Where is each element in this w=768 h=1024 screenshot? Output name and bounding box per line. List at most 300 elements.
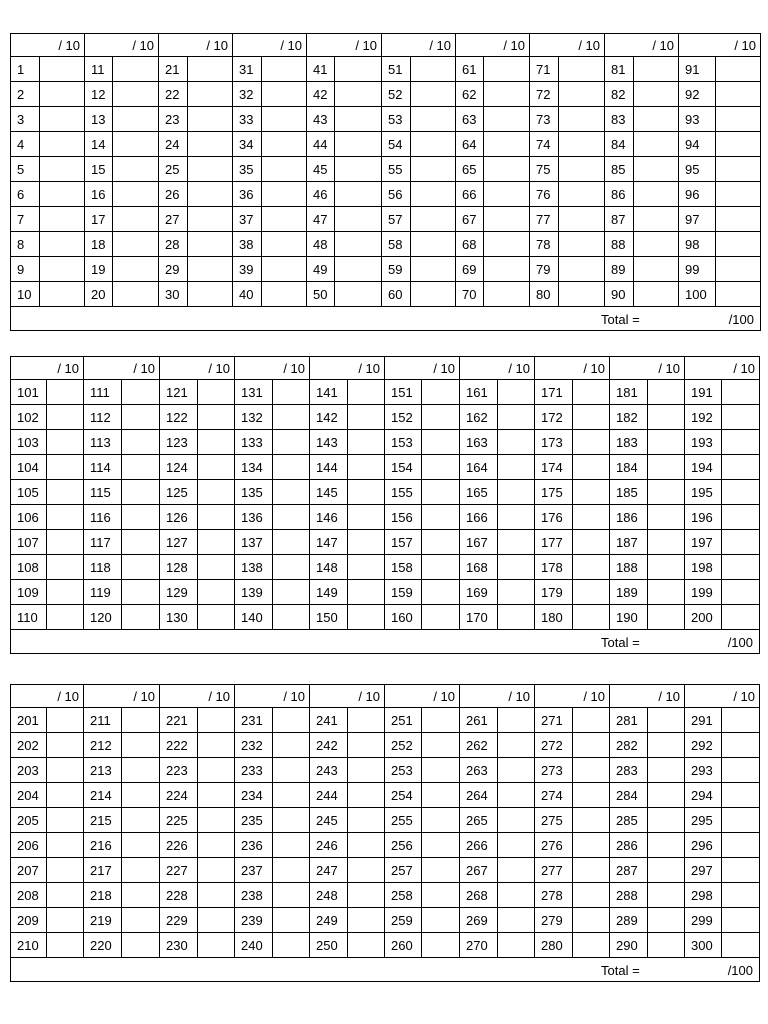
answer-cell[interactable]	[722, 908, 760, 933]
answer-cell[interactable]	[498, 933, 535, 958]
answer-cell[interactable]	[198, 555, 235, 580]
answer-cell[interactable]	[716, 107, 761, 132]
answer-cell[interactable]	[348, 833, 385, 858]
answer-cell[interactable]	[422, 605, 460, 630]
answer-cell[interactable]	[198, 933, 235, 958]
answer-cell[interactable]	[722, 580, 760, 605]
answer-cell[interactable]	[634, 107, 679, 132]
answer-cell[interactable]	[113, 257, 159, 282]
answer-cell[interactable]	[648, 733, 685, 758]
answer-cell[interactable]	[40, 232, 85, 257]
answer-cell[interactable]	[40, 132, 85, 157]
answer-cell[interactable]	[348, 530, 385, 555]
answer-cell[interactable]	[722, 783, 760, 808]
answer-cell[interactable]	[648, 758, 685, 783]
answer-cell[interactable]	[262, 107, 307, 132]
answer-cell[interactable]	[648, 933, 685, 958]
answer-cell[interactable]	[335, 182, 382, 207]
answer-cell[interactable]	[411, 182, 456, 207]
answer-cell[interactable]	[198, 605, 235, 630]
answer-cell[interactable]	[634, 257, 679, 282]
answer-cell[interactable]	[559, 57, 605, 82]
answer-cell[interactable]	[113, 57, 159, 82]
answer-cell[interactable]	[422, 908, 460, 933]
answer-cell[interactable]	[47, 833, 84, 858]
answer-cell[interactable]	[47, 380, 84, 405]
answer-cell[interactable]	[498, 833, 535, 858]
answer-cell[interactable]	[634, 282, 679, 307]
answer-cell[interactable]	[559, 232, 605, 257]
answer-cell[interactable]	[348, 808, 385, 833]
answer-cell[interactable]	[573, 858, 610, 883]
answer-cell[interactable]	[484, 157, 530, 182]
answer-cell[interactable]	[498, 555, 535, 580]
answer-cell[interactable]	[722, 480, 760, 505]
answer-cell[interactable]	[648, 708, 685, 733]
answer-cell[interactable]	[47, 783, 84, 808]
answer-cell[interactable]	[122, 833, 160, 858]
answer-cell[interactable]	[484, 82, 530, 107]
answer-cell[interactable]	[335, 232, 382, 257]
answer-cell[interactable]	[335, 157, 382, 182]
answer-cell[interactable]	[484, 207, 530, 232]
answer-cell[interactable]	[573, 605, 610, 630]
answer-cell[interactable]	[722, 555, 760, 580]
answer-cell[interactable]	[716, 282, 761, 307]
answer-cell[interactable]	[484, 107, 530, 132]
answer-cell[interactable]	[573, 405, 610, 430]
answer-cell[interactable]	[573, 555, 610, 580]
answer-cell[interactable]	[411, 232, 456, 257]
answer-cell[interactable]	[122, 380, 160, 405]
answer-cell[interactable]	[498, 380, 535, 405]
answer-cell[interactable]	[273, 733, 310, 758]
answer-cell[interactable]	[198, 505, 235, 530]
answer-cell[interactable]	[122, 530, 160, 555]
answer-cell[interactable]	[122, 908, 160, 933]
answer-cell[interactable]	[47, 430, 84, 455]
answer-cell[interactable]	[40, 282, 85, 307]
answer-cell[interactable]	[422, 380, 460, 405]
answer-cell[interactable]	[573, 505, 610, 530]
answer-cell[interactable]	[47, 605, 84, 630]
answer-cell[interactable]	[422, 455, 460, 480]
answer-cell[interactable]	[498, 758, 535, 783]
answer-cell[interactable]	[498, 858, 535, 883]
answer-cell[interactable]	[262, 232, 307, 257]
answer-cell[interactable]	[573, 733, 610, 758]
answer-cell[interactable]	[198, 580, 235, 605]
answer-cell[interactable]	[335, 257, 382, 282]
answer-cell[interactable]	[722, 505, 760, 530]
answer-cell[interactable]	[559, 157, 605, 182]
answer-cell[interactable]	[335, 132, 382, 157]
answer-cell[interactable]	[198, 858, 235, 883]
answer-cell[interactable]	[273, 883, 310, 908]
answer-cell[interactable]	[348, 758, 385, 783]
answer-cell[interactable]	[422, 430, 460, 455]
answer-cell[interactable]	[273, 405, 310, 430]
answer-cell[interactable]	[335, 282, 382, 307]
answer-cell[interactable]	[484, 232, 530, 257]
answer-cell[interactable]	[722, 530, 760, 555]
answer-cell[interactable]	[262, 182, 307, 207]
answer-cell[interactable]	[722, 883, 760, 908]
answer-cell[interactable]	[273, 430, 310, 455]
answer-cell[interactable]	[634, 182, 679, 207]
answer-cell[interactable]	[188, 157, 233, 182]
answer-cell[interactable]	[648, 580, 685, 605]
answer-cell[interactable]	[573, 833, 610, 858]
answer-cell[interactable]	[47, 505, 84, 530]
answer-cell[interactable]	[411, 282, 456, 307]
answer-cell[interactable]	[422, 858, 460, 883]
answer-cell[interactable]	[198, 883, 235, 908]
answer-cell[interactable]	[559, 207, 605, 232]
answer-cell[interactable]	[498, 708, 535, 733]
answer-cell[interactable]	[262, 282, 307, 307]
answer-cell[interactable]	[498, 783, 535, 808]
answer-cell[interactable]	[262, 132, 307, 157]
answer-cell[interactable]	[484, 257, 530, 282]
answer-cell[interactable]	[188, 182, 233, 207]
answer-cell[interactable]	[573, 783, 610, 808]
answer-cell[interactable]	[188, 82, 233, 107]
answer-cell[interactable]	[348, 733, 385, 758]
answer-cell[interactable]	[559, 82, 605, 107]
answer-cell[interactable]	[113, 107, 159, 132]
answer-cell[interactable]	[422, 808, 460, 833]
answer-cell[interactable]	[113, 207, 159, 232]
answer-cell[interactable]	[188, 132, 233, 157]
answer-cell[interactable]	[47, 708, 84, 733]
answer-cell[interactable]	[348, 933, 385, 958]
answer-cell[interactable]	[722, 733, 760, 758]
answer-cell[interactable]	[122, 605, 160, 630]
answer-cell[interactable]	[411, 207, 456, 232]
answer-cell[interactable]	[198, 833, 235, 858]
answer-cell[interactable]	[573, 380, 610, 405]
answer-cell[interactable]	[411, 157, 456, 182]
answer-cell[interactable]	[422, 783, 460, 808]
answer-cell[interactable]	[634, 132, 679, 157]
answer-cell[interactable]	[198, 708, 235, 733]
answer-cell[interactable]	[348, 858, 385, 883]
answer-cell[interactable]	[113, 157, 159, 182]
answer-cell[interactable]	[634, 82, 679, 107]
answer-cell[interactable]	[122, 505, 160, 530]
answer-cell[interactable]	[47, 405, 84, 430]
answer-cell[interactable]	[122, 405, 160, 430]
answer-cell[interactable]	[335, 107, 382, 132]
answer-cell[interactable]	[484, 57, 530, 82]
answer-cell[interactable]	[573, 480, 610, 505]
answer-cell[interactable]	[498, 883, 535, 908]
answer-cell[interactable]	[422, 933, 460, 958]
answer-cell[interactable]	[648, 783, 685, 808]
answer-cell[interactable]	[648, 380, 685, 405]
answer-cell[interactable]	[47, 758, 84, 783]
answer-cell[interactable]	[40, 107, 85, 132]
answer-cell[interactable]	[634, 207, 679, 232]
answer-cell[interactable]	[722, 605, 760, 630]
answer-cell[interactable]	[40, 182, 85, 207]
answer-cell[interactable]	[722, 708, 760, 733]
answer-cell[interactable]	[198, 758, 235, 783]
answer-cell[interactable]	[262, 257, 307, 282]
answer-cell[interactable]	[716, 157, 761, 182]
answer-cell[interactable]	[559, 257, 605, 282]
answer-cell[interactable]	[198, 430, 235, 455]
answer-cell[interactable]	[648, 480, 685, 505]
answer-cell[interactable]	[273, 530, 310, 555]
answer-cell[interactable]	[648, 505, 685, 530]
answer-cell[interactable]	[188, 57, 233, 82]
answer-cell[interactable]	[122, 733, 160, 758]
answer-cell[interactable]	[122, 580, 160, 605]
answer-cell[interactable]	[273, 708, 310, 733]
answer-cell[interactable]	[47, 455, 84, 480]
answer-cell[interactable]	[113, 282, 159, 307]
answer-cell[interactable]	[40, 157, 85, 182]
answer-cell[interactable]	[348, 505, 385, 530]
answer-cell[interactable]	[348, 708, 385, 733]
answer-cell[interactable]	[722, 430, 760, 455]
answer-cell[interactable]	[411, 107, 456, 132]
answer-cell[interactable]	[348, 908, 385, 933]
answer-cell[interactable]	[47, 883, 84, 908]
answer-cell[interactable]	[498, 908, 535, 933]
answer-cell[interactable]	[348, 430, 385, 455]
answer-cell[interactable]	[348, 480, 385, 505]
answer-cell[interactable]	[273, 605, 310, 630]
answer-cell[interactable]	[634, 232, 679, 257]
answer-cell[interactable]	[198, 380, 235, 405]
answer-cell[interactable]	[573, 883, 610, 908]
answer-cell[interactable]	[122, 883, 160, 908]
answer-cell[interactable]	[498, 430, 535, 455]
answer-cell[interactable]	[122, 708, 160, 733]
answer-cell[interactable]	[273, 455, 310, 480]
answer-cell[interactable]	[47, 908, 84, 933]
answer-cell[interactable]	[198, 530, 235, 555]
answer-cell[interactable]	[40, 82, 85, 107]
answer-cell[interactable]	[273, 480, 310, 505]
answer-cell[interactable]	[648, 883, 685, 908]
answer-cell[interactable]	[47, 530, 84, 555]
answer-cell[interactable]	[484, 132, 530, 157]
answer-cell[interactable]	[573, 808, 610, 833]
answer-cell[interactable]	[273, 580, 310, 605]
answer-cell[interactable]	[348, 455, 385, 480]
answer-cell[interactable]	[198, 908, 235, 933]
answer-cell[interactable]	[422, 555, 460, 580]
answer-cell[interactable]	[573, 530, 610, 555]
answer-cell[interactable]	[348, 380, 385, 405]
answer-cell[interactable]	[188, 257, 233, 282]
answer-cell[interactable]	[648, 858, 685, 883]
answer-cell[interactable]	[188, 282, 233, 307]
answer-cell[interactable]	[188, 107, 233, 132]
answer-cell[interactable]	[573, 430, 610, 455]
answer-cell[interactable]	[498, 605, 535, 630]
answer-cell[interactable]	[422, 733, 460, 758]
answer-cell[interactable]	[198, 405, 235, 430]
answer-cell[interactable]	[122, 430, 160, 455]
answer-cell[interactable]	[573, 708, 610, 733]
answer-cell[interactable]	[648, 808, 685, 833]
answer-cell[interactable]	[122, 480, 160, 505]
answer-cell[interactable]	[273, 858, 310, 883]
answer-cell[interactable]	[273, 808, 310, 833]
answer-cell[interactable]	[648, 833, 685, 858]
answer-cell[interactable]	[47, 555, 84, 580]
answer-cell[interactable]	[188, 232, 233, 257]
answer-cell[interactable]	[722, 808, 760, 833]
answer-cell[interactable]	[498, 480, 535, 505]
answer-cell[interactable]	[422, 580, 460, 605]
answer-cell[interactable]	[573, 580, 610, 605]
answer-cell[interactable]	[498, 505, 535, 530]
answer-cell[interactable]	[722, 833, 760, 858]
answer-cell[interactable]	[559, 282, 605, 307]
answer-cell[interactable]	[573, 758, 610, 783]
answer-cell[interactable]	[273, 380, 310, 405]
answer-cell[interactable]	[348, 405, 385, 430]
answer-cell[interactable]	[411, 132, 456, 157]
answer-cell[interactable]	[40, 207, 85, 232]
answer-cell[interactable]	[348, 555, 385, 580]
answer-cell[interactable]	[559, 107, 605, 132]
answer-cell[interactable]	[498, 733, 535, 758]
answer-cell[interactable]	[648, 605, 685, 630]
answer-cell[interactable]	[122, 808, 160, 833]
answer-cell[interactable]	[634, 157, 679, 182]
answer-cell[interactable]	[573, 455, 610, 480]
answer-cell[interactable]	[573, 933, 610, 958]
answer-cell[interactable]	[122, 933, 160, 958]
answer-cell[interactable]	[422, 833, 460, 858]
answer-cell[interactable]	[122, 783, 160, 808]
answer-cell[interactable]	[411, 257, 456, 282]
answer-cell[interactable]	[722, 380, 760, 405]
answer-cell[interactable]	[559, 132, 605, 157]
answer-cell[interactable]	[273, 758, 310, 783]
answer-cell[interactable]	[113, 182, 159, 207]
answer-cell[interactable]	[648, 430, 685, 455]
answer-cell[interactable]	[273, 833, 310, 858]
answer-cell[interactable]	[422, 405, 460, 430]
answer-cell[interactable]	[722, 758, 760, 783]
answer-cell[interactable]	[47, 580, 84, 605]
answer-cell[interactable]	[559, 182, 605, 207]
answer-cell[interactable]	[411, 82, 456, 107]
answer-cell[interactable]	[573, 908, 610, 933]
answer-cell[interactable]	[113, 82, 159, 107]
answer-cell[interactable]	[411, 57, 456, 82]
answer-cell[interactable]	[722, 405, 760, 430]
answer-cell[interactable]	[484, 182, 530, 207]
answer-cell[interactable]	[716, 232, 761, 257]
answer-cell[interactable]	[198, 733, 235, 758]
answer-cell[interactable]	[484, 282, 530, 307]
answer-cell[interactable]	[498, 580, 535, 605]
answer-cell[interactable]	[648, 908, 685, 933]
answer-cell[interactable]	[498, 530, 535, 555]
answer-cell[interactable]	[498, 455, 535, 480]
answer-cell[interactable]	[198, 808, 235, 833]
answer-cell[interactable]	[634, 57, 679, 82]
answer-cell[interactable]	[47, 808, 84, 833]
answer-cell[interactable]	[335, 57, 382, 82]
answer-cell[interactable]	[422, 530, 460, 555]
answer-cell[interactable]	[722, 858, 760, 883]
answer-cell[interactable]	[498, 405, 535, 430]
answer-cell[interactable]	[273, 908, 310, 933]
answer-cell[interactable]	[648, 530, 685, 555]
answer-cell[interactable]	[348, 580, 385, 605]
answer-cell[interactable]	[716, 182, 761, 207]
answer-cell[interactable]	[40, 57, 85, 82]
answer-cell[interactable]	[273, 933, 310, 958]
answer-cell[interactable]	[198, 783, 235, 808]
answer-cell[interactable]	[422, 708, 460, 733]
answer-cell[interactable]	[188, 207, 233, 232]
answer-cell[interactable]	[722, 455, 760, 480]
answer-cell[interactable]	[262, 57, 307, 82]
answer-cell[interactable]	[716, 57, 761, 82]
answer-cell[interactable]	[422, 480, 460, 505]
answer-cell[interactable]	[47, 933, 84, 958]
answer-cell[interactable]	[47, 733, 84, 758]
answer-cell[interactable]	[198, 455, 235, 480]
answer-cell[interactable]	[422, 758, 460, 783]
answer-cell[interactable]	[113, 132, 159, 157]
answer-cell[interactable]	[722, 933, 760, 958]
answer-cell[interactable]	[648, 555, 685, 580]
answer-cell[interactable]	[716, 132, 761, 157]
answer-cell[interactable]	[422, 883, 460, 908]
answer-cell[interactable]	[198, 480, 235, 505]
answer-cell[interactable]	[122, 455, 160, 480]
answer-cell[interactable]	[716, 257, 761, 282]
answer-cell[interactable]	[273, 783, 310, 808]
answer-cell[interactable]	[113, 232, 159, 257]
answer-cell[interactable]	[273, 505, 310, 530]
answer-cell[interactable]	[273, 555, 310, 580]
answer-cell[interactable]	[40, 257, 85, 282]
answer-cell[interactable]	[122, 858, 160, 883]
answer-cell[interactable]	[348, 605, 385, 630]
answer-cell[interactable]	[648, 405, 685, 430]
answer-cell[interactable]	[262, 157, 307, 182]
answer-cell[interactable]	[348, 783, 385, 808]
answer-cell[interactable]	[122, 758, 160, 783]
answer-cell[interactable]	[648, 455, 685, 480]
answer-cell[interactable]	[335, 82, 382, 107]
answer-cell[interactable]	[262, 82, 307, 107]
answer-cell[interactable]	[716, 207, 761, 232]
answer-cell[interactable]	[47, 858, 84, 883]
answer-cell[interactable]	[716, 82, 761, 107]
answer-cell[interactable]	[122, 555, 160, 580]
answer-cell[interactable]	[262, 207, 307, 232]
answer-cell[interactable]	[47, 480, 84, 505]
answer-cell[interactable]	[348, 883, 385, 908]
answer-cell[interactable]	[335, 207, 382, 232]
answer-cell[interactable]	[498, 808, 535, 833]
answer-cell[interactable]	[422, 505, 460, 530]
